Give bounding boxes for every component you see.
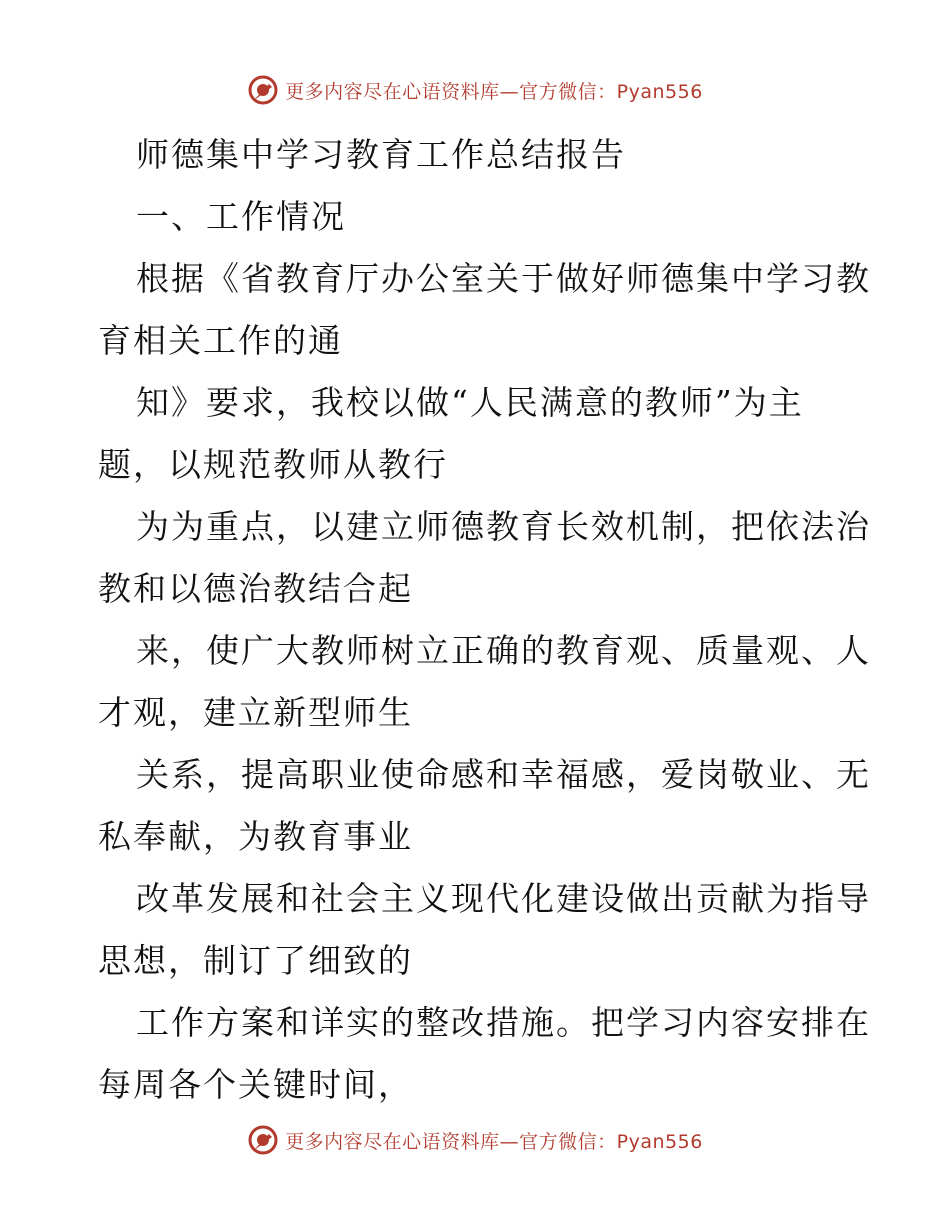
paragraph-line: 工作方案和详实的整改措施。把学习内容安排在 bbox=[136, 1003, 871, 1042]
paragraph-line: 改革发展和社会主义现代化建设做出贡献为指导 bbox=[136, 879, 871, 918]
paragraph-line: 思想，制订了细致的 bbox=[98, 941, 413, 980]
quill-circle-icon bbox=[247, 74, 279, 106]
watermark-text: 更多内容尽在心语资料库—官方微信：Pyan556 bbox=[285, 80, 703, 103]
paragraph-line: 知》要求，我校以做“人民满意的教师”为主 bbox=[136, 383, 804, 422]
paragraph-line: 每周各个关键时间， bbox=[98, 1065, 413, 1104]
paragraph-line: 来，使广大教师树立正确的教育观、质量观、人 bbox=[136, 631, 871, 670]
footer-watermark bbox=[0, 1120, 950, 1160]
paragraph-line: 育相关工作的通 bbox=[98, 321, 343, 360]
paragraph-line: 关系，提高职业使命感和幸福感，爱岗敬业、无 bbox=[136, 755, 871, 794]
section-heading: 一、工作情况 bbox=[136, 197, 346, 236]
document-title: 师德集中学习教育工作总结报告 bbox=[136, 135, 626, 174]
paragraph-line: 教和以德治教结合起 bbox=[98, 569, 413, 608]
paragraph-line: 才观，建立新型师生 bbox=[98, 693, 413, 732]
paragraph-line: 题，以规范教师从教行 bbox=[98, 445, 448, 484]
paragraph-line: 私奉献，为教育事业 bbox=[98, 817, 413, 856]
paragraph-line: 根据《省教育厅办公室关于做好师德集中学习教 bbox=[136, 259, 871, 298]
quill-circle-icon bbox=[247, 1124, 279, 1156]
document-body bbox=[98, 124, 871, 1116]
watermark-text: 更多内容尽在心语资料库—官方微信：Pyan556 bbox=[285, 1130, 703, 1153]
header-watermark bbox=[0, 70, 950, 110]
paragraph-line: 为为重点，以建立师德教育长效机制，把依法治 bbox=[136, 507, 871, 546]
